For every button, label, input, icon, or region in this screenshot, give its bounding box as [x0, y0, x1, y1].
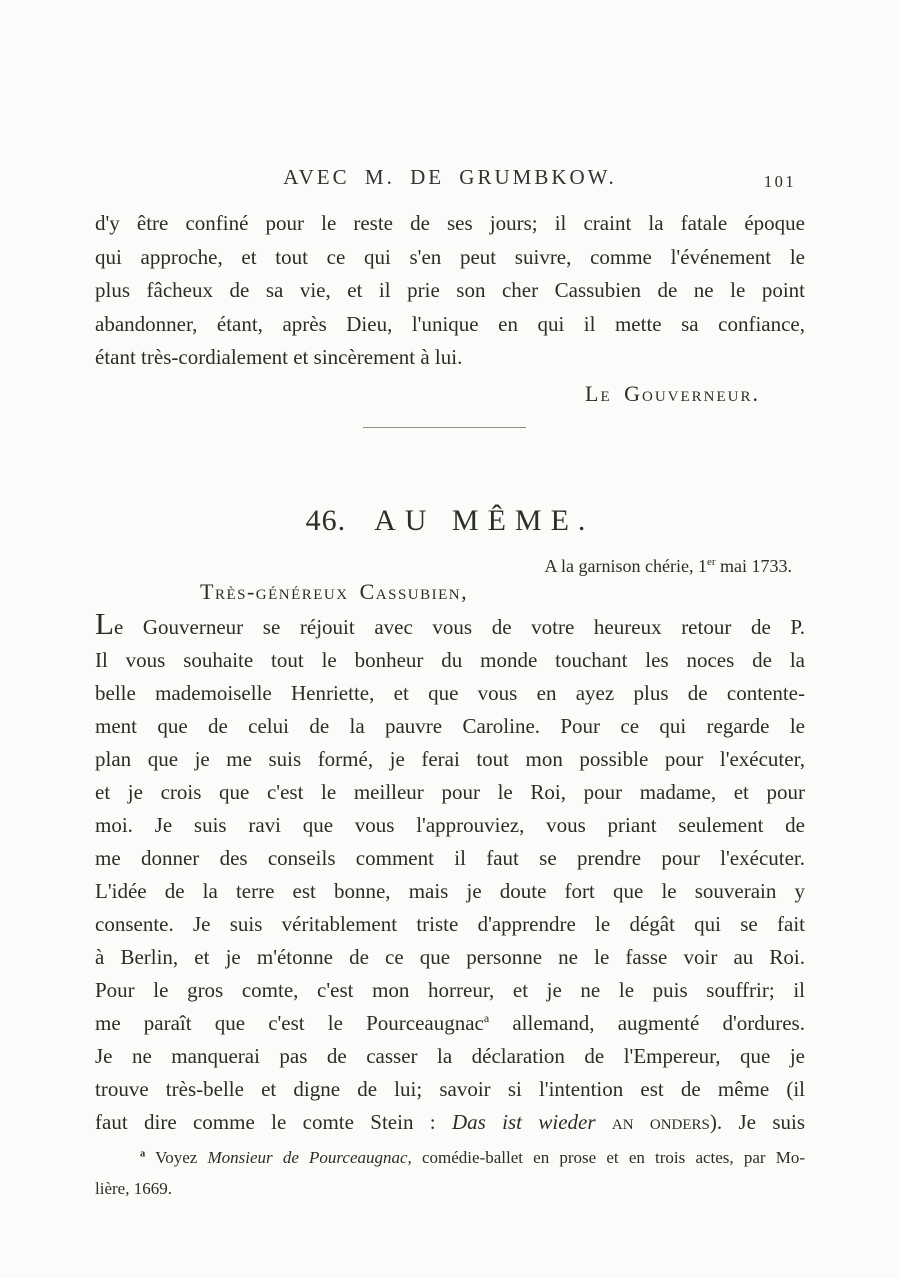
body-line: L'idée de la terre est bonne, mais je doute fort que le souverain y [95, 879, 805, 903]
footnote-line [95, 1142, 805, 1173]
letter-signature: Le Gouverneur. [585, 381, 760, 406]
salutation: Très-généreux Cassubien, [200, 579, 469, 604]
body-line: Pour le gros comte, c'est mon horreur, et je ne le puis souffrir; il [95, 978, 805, 1002]
footnote-work-title-italic: Monsieur de Pourceaugnac, [207, 1148, 412, 1167]
body-line-text: ). Je suis [709, 1110, 805, 1134]
body-line: me donner des conseils comment il faut se prendre pour l'exécuter. [95, 846, 805, 870]
running-header-title: AVEC M. DE GRUMBKOW. [283, 165, 617, 189]
body-line: trouve très-belle et digne de lui; savoir si l'intention est de même (il [95, 1077, 805, 1101]
section-divider-rule [363, 427, 526, 428]
footnote [95, 1142, 805, 1204]
quoted-phrase-smallcaps: an onders [595, 1110, 710, 1134]
body-line [95, 606, 805, 644]
body-line: moi. Je suis ravi que vous l'approuviez, vous priant seulement de [95, 813, 805, 837]
footnote-mark: a [140, 1148, 146, 1160]
paragraph-line: qui approche, et tout ce qui s'en peut suivre, comme l'événement le [95, 244, 805, 269]
letter-number: 46. [305, 504, 347, 537]
body-line-text: faut dire comme le comte Stein : [95, 1110, 452, 1134]
dateline-rest: mai 1733. [715, 556, 792, 576]
body-line: à Berlin, et je m'étonne de ce que personne ne le fasse voir au Roi. [95, 945, 805, 969]
letter-46-body [95, 606, 805, 1139]
body-line: Il vous souhaite tout le bonheur du monde touchant les noces de la [95, 648, 805, 672]
body-line: plan que je me suis formé, je ferai tout mon possible pour l'exécuter, [95, 747, 805, 771]
dateline-text: A la garnison chérie, 1 [544, 556, 707, 576]
footnote-line: lière, 1669. [95, 1179, 172, 1198]
paragraph-line: abandonner, étant, après Dieu, l'unique en qui il mette sa confiance, [95, 311, 805, 336]
dateline-ordinal-sup: er [706, 556, 716, 568]
footnote-text: comédie-ballet en prose et en trois actes, par Mo- [411, 1148, 806, 1167]
body-line-text: allemand, augmenté d'ordures. [489, 1011, 805, 1035]
dateline [95, 556, 792, 577]
letter-45-closing-paragraph [95, 207, 805, 375]
paragraph-line: d'y être confiné pour le reste de ses jours; il craint la fatale époque [95, 211, 805, 235]
paragraph-line: étant très-cordialement et sincèrement à lui. [95, 345, 463, 369]
body-line-text: e Gouverneur se réjouit avec vous de votre heureux retour de P. [113, 615, 805, 639]
letter-title: AU MÊME. [374, 504, 595, 537]
body-line: et je crois que c'est le meilleur pour le Roi, pour madame, et pour [95, 780, 805, 804]
body-line: Je ne manquerai pas de casser la déclaration de l'Empereur, que je [95, 1044, 805, 1068]
quoted-phrase-italic: Das ist wieder [451, 1110, 596, 1134]
body-line: consente. Je suis véritablement triste d'apprendre le dégât qui se fait [95, 912, 805, 936]
body-line: ment que de celui de la pauvre Caroline. Pour ce qui regarde le [95, 714, 805, 738]
body-line-text: me paraît que c'est le Pourceaugnac [95, 1011, 484, 1035]
body-line [95, 1106, 805, 1139]
body-line [95, 1007, 805, 1040]
body-line: belle mademoiselle Henriette, et que vous en ayez plus de contente- [95, 681, 805, 705]
paragraph-line: plus fâcheux de sa vie, et il prie son cher Cassubien de ne le point [95, 278, 805, 302]
footnote-reference-mark: a [483, 1011, 490, 1025]
page-number: 101 [763, 172, 797, 191]
drop-initial: L [95, 606, 114, 641]
footnote-text: Voyez [145, 1148, 208, 1167]
letter-heading [0, 504, 900, 538]
